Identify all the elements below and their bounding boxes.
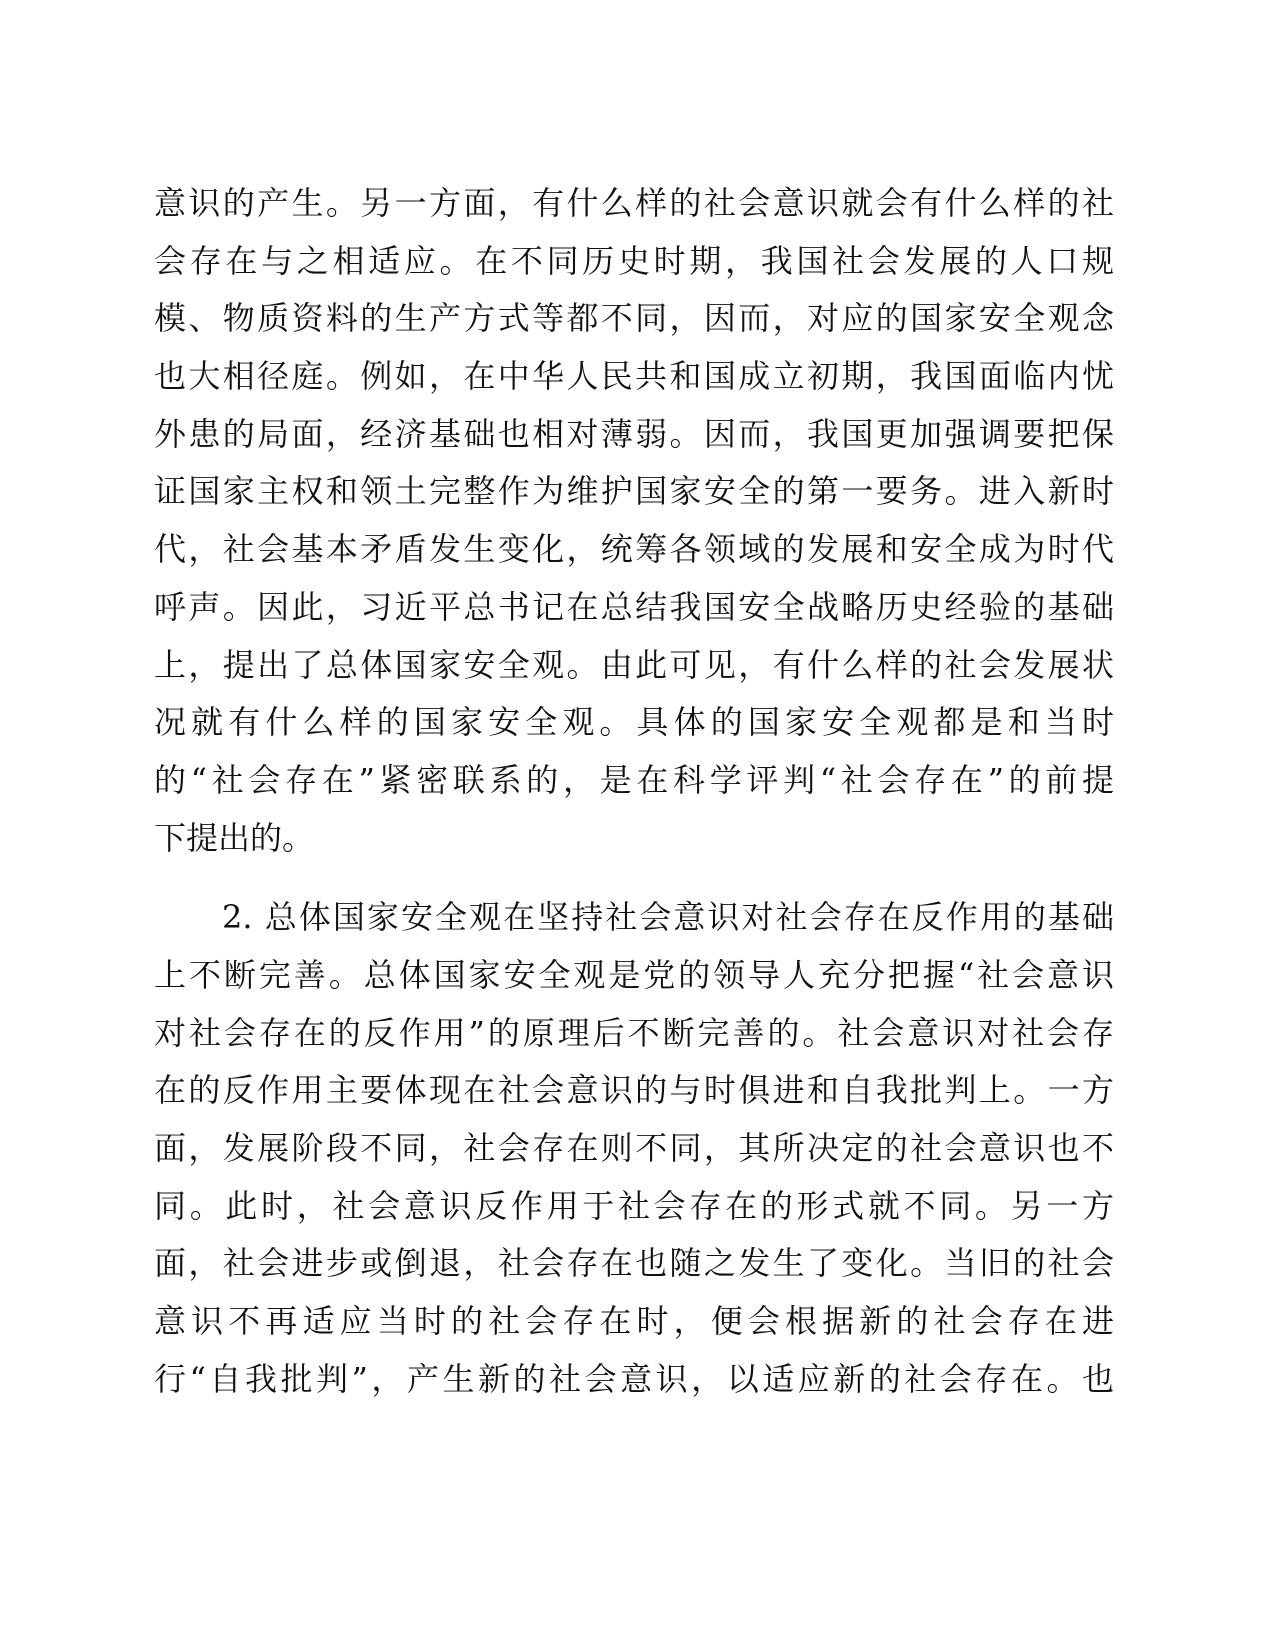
text-line: 证国家主权和领土完整作为维护国家安全的第一要务。进入新时	[154, 472, 1114, 511]
text-line: 意识的产生。另一方面，有什么样的社会意识就会有什么样的社	[154, 184, 1114, 222]
text-line: 况就有什么样的国家安全观。具体的国家安全观都是和当时	[154, 703, 1114, 742]
text-line: 代，社会基本矛盾发生变化，统筹各领域的发展和安全成为时代	[154, 530, 1114, 569]
text-line: 对社会存在的反作用”的原理后不断完善的。社会意识对社会存	[154, 1013, 1114, 1052]
text-line: 模、物质资料的生产方式等都不同，因而，对应的国家安全观念	[154, 299, 1114, 338]
text-line: 面，发展阶段不同，社会存在则不同，其所决定的社会意识也不	[154, 1129, 1114, 1167]
text-line: 行“自我批判”，产生新的社会意识，以适应新的社会存在。也	[154, 1359, 1114, 1398]
text-line: 会存在与之相适应。在不同历史时期，我国社会发展的人口规	[154, 241, 1114, 280]
text-line: 同。此时，社会意识反作用于社会存在的形式就不同。另一方	[154, 1186, 1114, 1225]
text-line: 2. 总体国家安全观在坚持社会意识对社会存在反作用的基础	[222, 898, 1114, 937]
text-line: 上，提出了总体国家安全观。由此可见，有什么样的社会发展状	[154, 645, 1114, 684]
body-text	[154, 175, 1114, 1408]
paragraph-spacer	[154, 867, 1114, 889]
text-line: 也大相径庭。例如，在中华人民共和国成立初期，我国面临内忧	[154, 357, 1114, 396]
text-line: 面，社会进步或倒退，社会存在也随之发生了变化。当旧的社会	[154, 1244, 1114, 1283]
text-line: 呼声。因此，习近平总书记在总结我国安全战略历史经验的基础	[154, 587, 1114, 626]
text-line: 意识不再适应当时的社会存在时，便会根据新的社会存在进	[154, 1302, 1114, 1341]
text-line: 外患的局面，经济基础也相对薄弱。因而，我国更加强调要把保	[154, 414, 1114, 453]
paragraph-2	[154, 889, 1114, 1408]
text-line: 的“社会存在”紧密联系的，是在科学评判“社会存在”的前提	[154, 760, 1114, 799]
text-line: 下提出的。	[154, 818, 315, 857]
text-line: 在的反作用主要体现在社会意识的与时俱进和自我批判上。一方	[154, 1071, 1114, 1110]
text-line: 上不断完善。总体国家安全观是党的领导人充分把握“社会意识	[154, 955, 1114, 994]
paragraph-1	[154, 175, 1114, 867]
